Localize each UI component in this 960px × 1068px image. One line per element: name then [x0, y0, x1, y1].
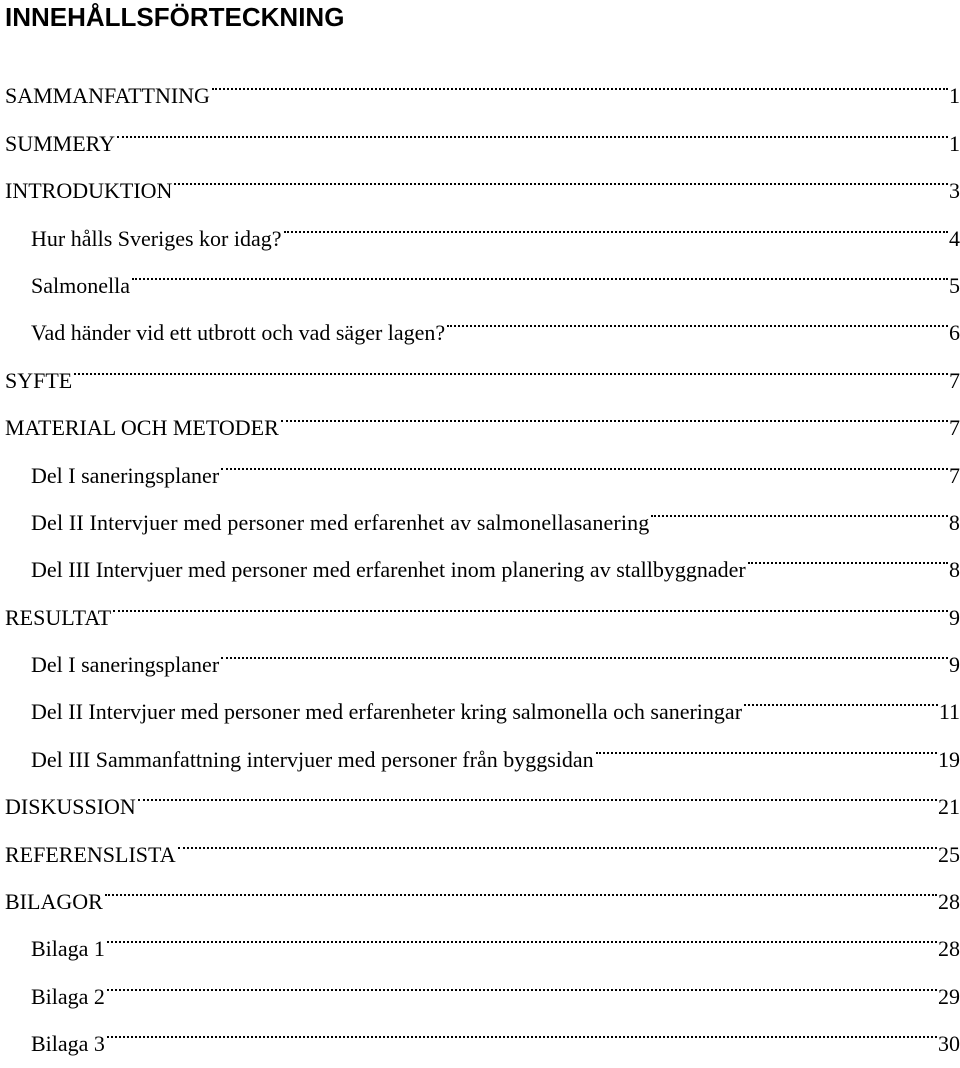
- dot-leader: [281, 388, 948, 435]
- toc-entry: [0, 767, 960, 820]
- toc-entry: [0, 103, 960, 156]
- toc-entry-label: Del II Intervjuer med personer med erfarenhet av salmonellasanering: [31, 509, 650, 535]
- toc-entry: [0, 719, 960, 772]
- toc-entry-label: Salmonella: [31, 272, 130, 298]
- toc-entry: [0, 340, 960, 393]
- toc-entry: [0, 388, 960, 441]
- toc-entry-label: Del III Intervjuer med personer med erfarenhet inom planering av stallbyggnader: [31, 557, 746, 583]
- toc-entry-page: 9: [949, 652, 960, 678]
- toc-entry-page: 29: [938, 983, 960, 1009]
- toc-heading: INNEHÅLLSFÖRTECKNING: [5, 2, 345, 32]
- dot-leader: [748, 530, 948, 577]
- toc-entry: [0, 483, 960, 535]
- dot-leader: [744, 672, 938, 719]
- toc-entry-page: 7: [949, 367, 960, 393]
- toc-entry-page: 3: [949, 178, 960, 204]
- toc-entry-label: SUMMERY: [5, 130, 116, 156]
- toc-entry: [0, 246, 960, 298]
- toc-list: [0, 56, 960, 1057]
- toc-entry-page: 21: [938, 794, 960, 820]
- toc-entry-label: SYFTE: [5, 367, 73, 393]
- toc-entry-label: INTRODUKTION: [5, 178, 173, 204]
- toc-entry-page: 1: [949, 130, 960, 156]
- toc-entry-label: MATERIAL OCH METODER: [5, 415, 279, 441]
- dot-leader: [284, 198, 949, 245]
- dot-leader: [447, 293, 948, 340]
- dot-leader: [113, 577, 948, 624]
- toc-entry-label: Vad händer vid ett utbrott och vad säger lagen?: [31, 320, 446, 346]
- toc-entry: [0, 956, 960, 1009]
- toc-entry-label: BILAGOR: [5, 889, 103, 915]
- toc-entry: [0, 56, 960, 109]
- dot-leader: [132, 246, 948, 293]
- toc-entry-page: 11: [938, 699, 960, 725]
- toc-entry: [0, 672, 960, 725]
- toc-entry-label: Del I saneringsplaner: [31, 462, 220, 488]
- toc-entry-page: 4: [949, 225, 960, 251]
- dot-leader: [221, 625, 948, 672]
- toc-entry: [0, 198, 960, 251]
- toc-entry-page: 28: [938, 936, 960, 962]
- dot-leader: [178, 814, 937, 861]
- dot-leader: [105, 862, 937, 909]
- dot-leader: [117, 103, 948, 150]
- toc-entry-label: Hur hålls Sveriges kor idag?: [31, 225, 282, 251]
- dot-leader: [651, 483, 947, 530]
- toc-entry-label: DISKUSSION: [5, 794, 136, 820]
- toc-entry: [0, 1004, 960, 1057]
- toc-entry-page: 7: [949, 462, 960, 488]
- toc-entry: [0, 293, 960, 346]
- dot-leader: [596, 719, 937, 766]
- toc-entry-label: Del III Sammanfattning intervjuer med personer från byggsidan: [31, 746, 594, 772]
- toc-entry-page: 28: [938, 889, 960, 915]
- toc-entry: [0, 577, 960, 630]
- dot-leader: [107, 1004, 937, 1051]
- dot-leader: [107, 956, 937, 1003]
- toc-entry-page: 30: [938, 1031, 960, 1057]
- toc-entry-label: SAMMANFATTNING: [5, 83, 210, 109]
- toc-entry-label: REFERENSLISTA: [5, 841, 176, 867]
- dot-leader: [74, 340, 948, 387]
- toc-entry-label: Bilaga 3: [31, 1031, 105, 1057]
- toc-entry: [0, 909, 960, 962]
- toc-entry: [0, 625, 960, 678]
- toc-entry: [0, 862, 960, 915]
- dot-leader: [212, 56, 948, 103]
- toc-entry-page: 6: [949, 320, 960, 346]
- toc-entry-page: 19: [938, 746, 960, 772]
- toc-entry-label: Del II Intervjuer med personer med erfarenheter kring salmonella och saneringar: [31, 699, 743, 725]
- toc-entry-label: RESULTAT: [5, 604, 112, 630]
- toc-entry-page: 8: [948, 509, 960, 535]
- dot-leader: [221, 435, 948, 482]
- dot-leader: [107, 909, 937, 956]
- toc-entry: [0, 435, 960, 488]
- toc-entry-page: 9: [949, 604, 960, 630]
- toc-entry-label: Bilaga 2: [31, 983, 105, 1009]
- toc-entry: [0, 151, 960, 204]
- toc-entry-page: 8: [949, 557, 960, 583]
- toc-entry-page: 25: [938, 841, 960, 867]
- toc-entry-page: 7: [949, 415, 960, 441]
- toc-entry: [0, 530, 960, 583]
- toc-entry: [0, 814, 960, 867]
- toc-entry-label: Bilaga 1: [31, 936, 105, 962]
- toc-entry-label: Del I saneringsplaner: [31, 652, 220, 678]
- dot-leader: [138, 767, 937, 814]
- toc-entry-page: 1: [949, 83, 960, 109]
- dot-leader: [174, 151, 948, 198]
- toc-entry-page: 5: [949, 272, 960, 298]
